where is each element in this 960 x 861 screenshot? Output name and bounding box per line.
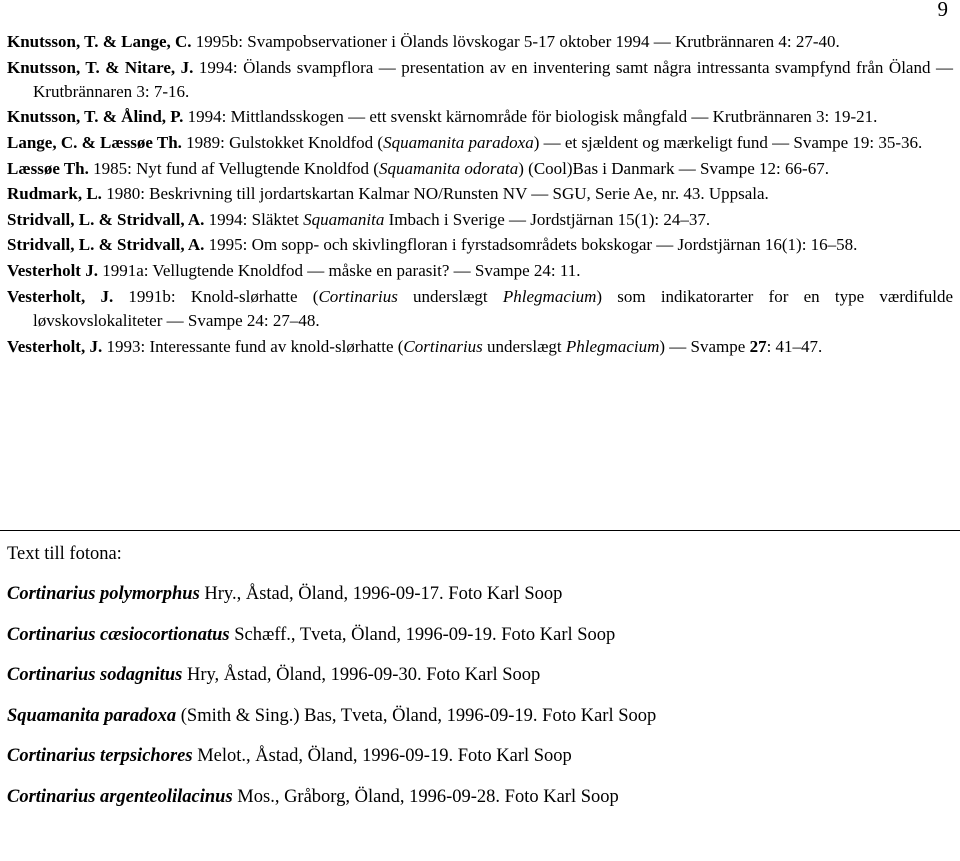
reference-text: ) (Cool)Bas i Danmark — Svampe 12: 66-67. — [518, 158, 829, 178]
reference-text: ) — Svampe — [659, 336, 750, 356]
caption-details: Schæff., Tveta, Öland, 1996-09-19. Foto Karl Soop — [229, 624, 616, 645]
reference-item — [7, 208, 953, 232]
caption-item — [7, 624, 953, 646]
reference-text: Imbach i Sverige — Jordstjärnan 15(1): 24–37. — [384, 209, 711, 229]
reference-authors: Knutsson, T. & Lange, C. — [7, 32, 192, 51]
reference-item — [7, 30, 953, 54]
reference-text: 1994: Ölands svampflora — presentation av en inventering samt några intressanta svampfynd från Öland — Krutbrännaren 3: 7-16. — [33, 57, 953, 101]
page-number: 9 — [937, 0, 948, 21]
reference-text: 1995: Om sopp- och skivlingfloran i fyrstadsområdets bokskogar — Jordstjärnan 16(1): 16–58. — [204, 235, 858, 255]
reference-text: : 41–47. — [766, 336, 823, 356]
reference-item — [7, 131, 953, 155]
reference-authors: Vesterholt J. — [7, 261, 98, 281]
reference-text: 1994: Släktet — [204, 209, 304, 229]
reference-item — [7, 233, 953, 257]
reference-volume: 27 — [749, 336, 767, 356]
reference-item — [7, 56, 953, 105]
reference-text: underslægt — [482, 336, 566, 356]
caption-item — [7, 664, 953, 686]
reference-authors: Rudmark, L. — [7, 184, 102, 204]
reference-taxon: Phlegmacium — [502, 286, 597, 306]
caption-item — [7, 583, 953, 605]
reference-item — [7, 259, 953, 283]
reference-text: underslægt — [397, 286, 503, 306]
reference-authors: Stridvall, L. & Stridvall, A. — [7, 235, 205, 255]
reference-taxon: Phlegmacium — [565, 336, 660, 356]
reference-item — [7, 285, 953, 334]
section-divider — [0, 530, 960, 531]
caption-details: Melot., Åstad, Öland, 1996-09-19. Foto Karl Soop — [192, 746, 572, 766]
reference-list — [7, 30, 953, 360]
caption-species: Squamanita paradoxa — [7, 705, 177, 726]
caption-item — [7, 705, 953, 727]
reference-item — [7, 182, 953, 206]
reference-taxon: Cortinarius — [403, 336, 483, 356]
caption-species: Cortinarius cæsiocortionatus — [7, 624, 230, 645]
reference-authors: Knutsson, T. & Ålind, P. — [7, 107, 184, 127]
reference-text: 1995b: Svampobservationer i Ölands lövskogar 5-17 oktober 1994 — Krutbrännaren 4: 27-40. — [191, 32, 840, 51]
caption-details: Mos., Gråborg, Öland, 1996-09-28. Foto Karl Soop — [232, 786, 619, 807]
reference-authors: Vesterholt, J. — [7, 336, 103, 356]
reference-authors: Vesterholt, J. — [7, 286, 114, 306]
photo-captions — [7, 543, 953, 826]
reference-authors: Knutsson, T. & Nitare, J. — [7, 57, 194, 77]
caption-details: Hry, Åstad, Öland, 1996-09-30. Foto Karl Soop — [182, 665, 541, 685]
caption-species: Cortinarius sodagnitus — [7, 665, 183, 685]
reference-text: 1994: Mittlandsskogen — ett svenskt kärnområde för biologisk mångfald — Krutbrännaren 3: 19-21. — [183, 107, 878, 127]
caption-item — [7, 786, 953, 808]
reference-text: 1989: Gulstokket Knoldfod ( — [181, 133, 384, 153]
captions-heading: Text till fotona: — [7, 544, 122, 564]
reference-item — [7, 105, 953, 129]
reference-authors: Stridvall, L. & Stridvall, A. — [7, 209, 205, 229]
reference-text: 1980: Beskrivning till jordartskartan Kalmar NO/Runsten NV — SGU, Serie Ae, nr. 43. Uppsala. — [101, 184, 769, 204]
reference-text: 1985: Nyt fund af Vellugtende Knoldfod ( — [88, 158, 379, 178]
reference-taxon: Squamanita — [303, 209, 385, 229]
caption-details: Hry., Åstad, Öland, 1996-09-17. Foto Karl Soop — [199, 584, 563, 604]
reference-text: ) som indikatorarter for en type værdifulde løvskovslokaliteter — Svampe 24: 27–48. — [33, 286, 954, 330]
caption-item — [7, 745, 953, 767]
reference-authors: Lange, C. & Læssøe Th. — [7, 133, 182, 153]
caption-species: Cortinarius terpsichores — [7, 746, 193, 766]
reference-text: ) — et sjældent og mærkeligt fund — Svampe 19: 35-36. — [533, 133, 923, 153]
caption-species: Cortinarius argenteolilacinus — [7, 786, 233, 807]
reference-taxon: Cortinarius — [318, 286, 398, 306]
reference-text: 1991b: Knold-slørhatte ( — [113, 286, 319, 306]
caption-details: (Smith & Sing.) Bas, Tveta, Öland, 1996-09-19. Foto Karl Soop — [176, 705, 657, 726]
reference-text: 1993: Interessante fund av knold-slørhatte ( — [102, 336, 404, 356]
reference-text: 1991a: Vellugtende Knoldfod — måske en parasit? — Svampe 24: 11. — [97, 261, 581, 281]
reference-item — [7, 335, 953, 359]
reference-taxon: Squamanita odorata — [378, 158, 519, 178]
caption-species: Cortinarius polymorphus — [7, 584, 200, 604]
reference-authors: Læssøe Th. — [7, 158, 89, 178]
reference-item — [7, 157, 953, 181]
reference-taxon: Squamanita paradoxa — [383, 133, 534, 153]
